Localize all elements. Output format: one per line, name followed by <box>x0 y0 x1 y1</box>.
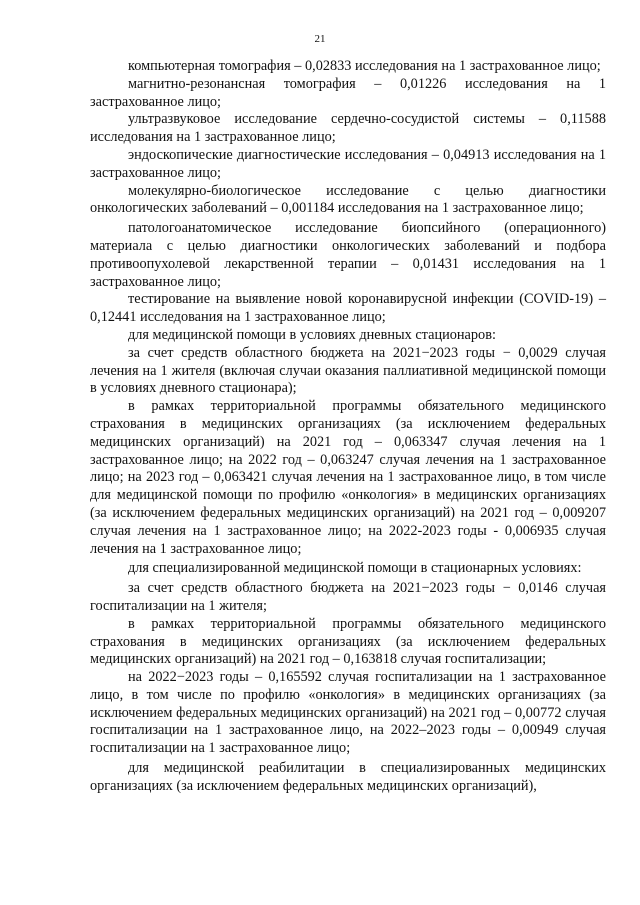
paragraph-inpatient-regional-budget: за счет средств областного бюджета на 2021−2023 годы − 0,0146 случая госпитализации на 1 жителя; <box>90 580 606 614</box>
paragraph-covid-testing: тестирование на выявление новой коронавирусной инфекции (COVID-19) – 0,12441 исследования на 1 застрахованное лицо; <box>90 291 606 326</box>
paragraph-day-hospital-heading: для медицинской помощи в условиях дневных стационаров: <box>128 326 496 343</box>
paragraph-endoscopy: эндоскопические диагностические исследования – 0,04913 исследования на 1 застрахованное лицо; <box>90 146 606 181</box>
paragraph-rehabilitation: для медицинской реабилитации в специализированных медицинских организациях (за исключением федеральных медицинских организаций), <box>90 760 606 794</box>
paragraph-day-hospital-insurance: в рамках территориальной программы обязательного медицинского страхования в медицинских организациях (за исключением федеральных медицинских организаций) на 2021 год – 0,063347 случая лечения на 1 застрахованное лицо; на 2022 год – 0,063247 случая лечения на 1 застрахованное лицо; на 2023 год – 0,063421 случая лечения на 1 застрахованное лицо, в том числе для медицинской помощи по профилю «онкология» в медицинских организациях (за исключением федеральных медицинских организаций) на 2021 год – 0,009207 случая лечения на 1 застрахованное лицо; на 2022-2023 годы - 0,006935 случая лечения на 1 застрахованное лицо; <box>90 398 606 557</box>
paragraph-day-hospital-regional-budget: за счет средств областного бюджета на 2021−2023 годы − 0,0029 случая лечения на 1 жителя (включая случаи оказания паллиативной медицинской помощи в условиях дневного стационара); <box>90 344 606 397</box>
paragraph-ultrasound: ультразвуковое исследование сердечно-сосудистой системы – 0,11588 исследования на 1 застрахованное лицо; <box>90 111 606 146</box>
document-body <box>90 58 606 796</box>
paragraph-computed-tomography: компьютерная томография – 0,02833 исследования на 1 застрахованное лицо; <box>128 58 601 74</box>
page-number: 21 <box>314 33 326 45</box>
paragraph-inpatient-insurance-2021: в рамках территориальной программы обязательного медицинского страхования в медицинских организациях (за исключением федеральных медицинских организаций) на 2021 год – 0,163818 случая госпитализации; <box>90 615 606 668</box>
paragraph-molecular-biology: молекулярно-биологическое исследование с целью диагностики онкологических заболеваний – 0,001184 исследования на 1 застрахованное лицо; <box>90 182 606 217</box>
paragraph-pathology: патологоанатомическое исследование биопсийного (операционного) материала с целью диагностики онкологических заболеваний и подбора противоопухолевой лекарственной терапии – 0,01431 исследования на 1 застрахованное лицо; <box>90 220 606 290</box>
paragraph-mri: магнитно-резонансная томография – 0,01226 исследования на 1 застрахованное лицо; <box>90 75 606 110</box>
paragraph-inpatient-insurance-2022-2023: на 2022−2023 годы – 0,165592 случая госпитализации на 1 застрахованное лицо, в том числе по профилю «онкология» в медицинских организациях (за исключением федеральных медицинских организаций) на 2021 год – 0,00772 случая госпитализации на 1 застрахованное лицо, на 2022–2023 годы – 0,00949 случая госпитализации на 1 застрахованное лицо; <box>90 669 606 757</box>
paragraph-inpatient-heading: для специализированной медицинской помощи в стационарных условиях: <box>128 560 582 577</box>
